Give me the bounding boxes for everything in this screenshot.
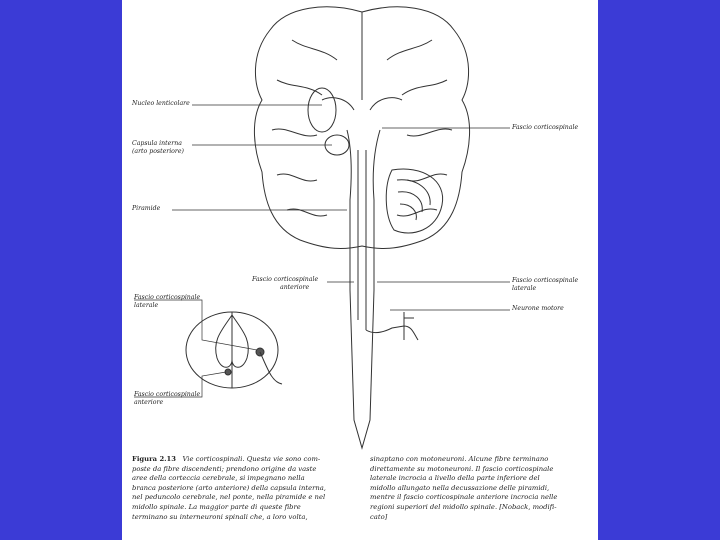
caption-right-line-0: sinaptano con motoneuroni. Alcune fibre terminano [370, 455, 549, 463]
caption-right-line-6: cato] [370, 512, 388, 521]
label-inset-anteriore-1: Fascio corticospinale [134, 391, 201, 398]
label-fascio-cs-laterale-1: Fascio corticospinale [512, 277, 579, 284]
caption-right-line-3: midollo allungato nella decussazione delle piramidi, [370, 483, 550, 492]
caption-number: Figura 2.13 [132, 455, 177, 463]
spinal-cord-drawing [350, 150, 418, 448]
caption-left-line-5: midollo spinale. La maggior parte di queste fibre [132, 502, 301, 511]
label-fascio-corticospinale: Fascio corticospinale [512, 124, 579, 131]
label-fascio-cs-laterale-2: laterale [512, 285, 537, 292]
leader-lines [134, 105, 510, 397]
caption-right-line-2: laterale incrocia a livello della parte inferiore del [370, 474, 540, 483]
caption-right-line-5: regioni superiori del midollo spinale. [Noback, modifi- [370, 502, 557, 511]
caption-left-line-2: aree della corteccia cerebrale, si impegnano nella [132, 474, 305, 483]
caption-title: Vie corticospinali. [182, 455, 245, 463]
caption-right-line-1: direttamente su motoneuroni. Il fascio corticospinale [370, 464, 554, 473]
caption-right-column [370, 455, 588, 522]
caption-left-line-0: Questa vie sono com- [246, 455, 321, 463]
label-fascio-cs-anteriore-1: Fascio corticospinale [252, 276, 319, 283]
label-nucleo-lenticolare: Nucleo lenticolare [132, 100, 190, 107]
textbook-page [122, 0, 598, 540]
caption-left-line-3: branca posteriore (arto anteriore) della capsula interna, [132, 483, 326, 492]
caption-right-line-4: mentre il fascio corticospinale anteriore incrocia nelle [370, 493, 558, 502]
caption-line-0 [132, 455, 352, 465]
corticospinal-figure [122, 0, 598, 450]
label-piramide: Piramide [132, 205, 161, 212]
label-fascio-cs-anteriore-2: anteriore [280, 284, 310, 291]
caption-left-line-4: nel peduncolo cerebrale, nel ponte, nella piramide e nel [132, 493, 326, 502]
caption-left-column [132, 455, 352, 522]
label-capsula-interna-2: (arto posteriore) [132, 148, 184, 155]
label-inset-laterale-2: laterale [134, 302, 159, 309]
label-capsula-interna-1: Capsula interna [132, 140, 182, 147]
caption-left-line-1: poste da fibre discendenti; prendono origine da vaste [132, 464, 317, 473]
label-inset-anteriore-2: anteriore [134, 399, 164, 406]
label-inset-laterale-1: Fascio corticospinale [134, 294, 201, 301]
brain-drawing [254, 7, 469, 290]
caption-left-line-6: terminano su interneuroni spinali che, a loro volta, [132, 512, 308, 521]
cord-section-inset [186, 312, 282, 388]
label-neurone-motore: Neurone motore [512, 305, 564, 312]
